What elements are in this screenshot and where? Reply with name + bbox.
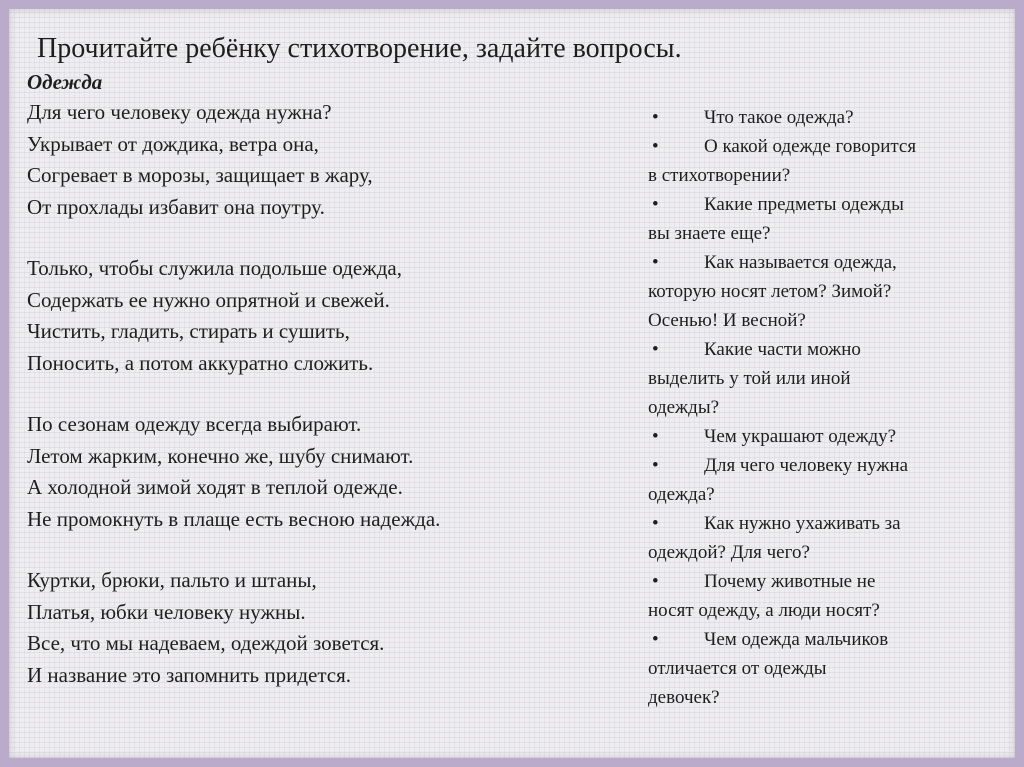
question-first-line (648, 335, 1008, 364)
poem-line: Согревает в морозы, защищает в жару, (27, 163, 373, 187)
poem-line: Куртки, брюки, пальто и штаны, (27, 568, 317, 592)
question-text: Как называется одежда, (704, 252, 897, 273)
question-text: носят одежду, а люди носят? (648, 600, 880, 621)
question-item (648, 509, 1008, 567)
bullet-icon: • (652, 194, 659, 215)
question-first-line (648, 103, 1008, 132)
question-continuation (648, 219, 1008, 248)
stanza-gap (27, 223, 627, 253)
question-continuation (648, 277, 1008, 306)
poem-title: Одежда (27, 70, 103, 94)
poem (27, 67, 627, 691)
question-first-line (648, 132, 1008, 161)
poem-stanzas (27, 97, 627, 691)
question-text: одеждой? Для чего? (648, 542, 810, 563)
poem-line: От прохлады избавит она поутру. (27, 194, 325, 219)
question-text: Какие части можно (704, 339, 861, 360)
poem-line: Летом жарким, конечно же, шубу снимают. (27, 443, 414, 468)
question-continuation (648, 683, 1008, 712)
question-continuation (648, 538, 1008, 567)
poem-line: Платья, юбки человеку нужны. (27, 599, 306, 624)
question-item (648, 567, 1008, 625)
question-item (648, 248, 1008, 335)
question-text: Какие предметы одежды (704, 194, 904, 215)
poem-line: Только, чтобы служила подольше одежда, (27, 256, 402, 280)
question-text: Чем украшают одежду? (704, 426, 897, 447)
slide (9, 9, 1015, 758)
page-title: Прочитайте ребёнку стихотворение, задайте вопросы. (37, 33, 682, 64)
bullet-icon: • (652, 426, 659, 447)
stanza (27, 253, 627, 379)
poem-line: Укрывает от дождика, ветра она, (27, 131, 319, 156)
stanza (27, 409, 627, 535)
question-text: девочек? (648, 687, 720, 708)
question-first-line (648, 567, 1008, 596)
poem-line: А холодной зимой ходят в теплой одежде. (27, 475, 403, 499)
question-text: Для чего человеку нужна (704, 455, 909, 476)
question-text: которую носят летом? Зимой? (648, 281, 892, 302)
question-continuation (648, 364, 1008, 393)
poem-line: Содержать ее нужно опрятной и свежей. (27, 287, 390, 312)
bullet-icon: • (652, 339, 659, 360)
bullet-icon: • (652, 252, 659, 273)
question-first-line (648, 422, 1008, 451)
question-continuation (648, 654, 1008, 683)
question-first-line (648, 248, 1008, 277)
poem-line: Не промокнуть в плаще есть весною надежда. (27, 506, 441, 531)
question-first-line (648, 625, 1008, 654)
poem-line: Чистить, гладить, стирать и сушить, (27, 319, 350, 343)
question-text: вы знаете еще? (648, 223, 771, 244)
poem-line: По сезонам одежду всегда выбирают. (27, 412, 362, 436)
question-text: одежда? (648, 484, 715, 505)
poem-line: И название это запомнить придется. (27, 662, 352, 687)
question-text: Почему животные не (704, 571, 876, 592)
question-continuation (648, 393, 1008, 422)
question-item (648, 422, 1008, 451)
question-text: Как нужно ухаживать за (704, 513, 901, 534)
question-text: О какой одежде говорится (704, 136, 917, 157)
stanza (27, 97, 627, 223)
poem-line: Все, что мы надеваем, одеждой зовется. (27, 631, 385, 655)
question-item (648, 190, 1008, 248)
bullet-icon: • (652, 136, 659, 157)
question-item (648, 335, 1008, 422)
bullet-icon: • (652, 513, 659, 534)
question-text: Что такое одежда? (704, 107, 854, 128)
question-item (648, 625, 1008, 712)
question-text: одежды? (648, 397, 720, 418)
question-item (648, 103, 1008, 132)
question-text: в стихотворении? (648, 165, 791, 186)
question-first-line (648, 451, 1008, 480)
question-continuation (648, 306, 1008, 335)
question-continuation (648, 596, 1008, 625)
question-text: отличается от одежды (648, 658, 827, 679)
questions-list (648, 103, 1008, 712)
question-item (648, 451, 1008, 509)
stanza (27, 565, 627, 691)
question-continuation (648, 161, 1008, 190)
bullet-icon: • (652, 629, 659, 650)
question-item (648, 132, 1008, 190)
bullet-icon: • (652, 455, 659, 476)
poem-line: Поносить, а потом аккуратно сложить. (27, 350, 374, 375)
question-first-line (648, 190, 1008, 219)
bullet-icon: • (652, 107, 659, 128)
question-text: выделить у той или иной (648, 368, 851, 389)
bullet-icon: • (652, 571, 659, 592)
poem-line: Для чего человеку одежда нужна? (27, 100, 332, 124)
question-text: Чем одежда мальчиков (704, 629, 889, 650)
question-first-line (648, 509, 1008, 538)
question-text: Осенью! И весной? (648, 310, 806, 331)
stanza-gap (27, 379, 627, 409)
stanza-gap (27, 535, 627, 565)
question-continuation (648, 480, 1008, 509)
